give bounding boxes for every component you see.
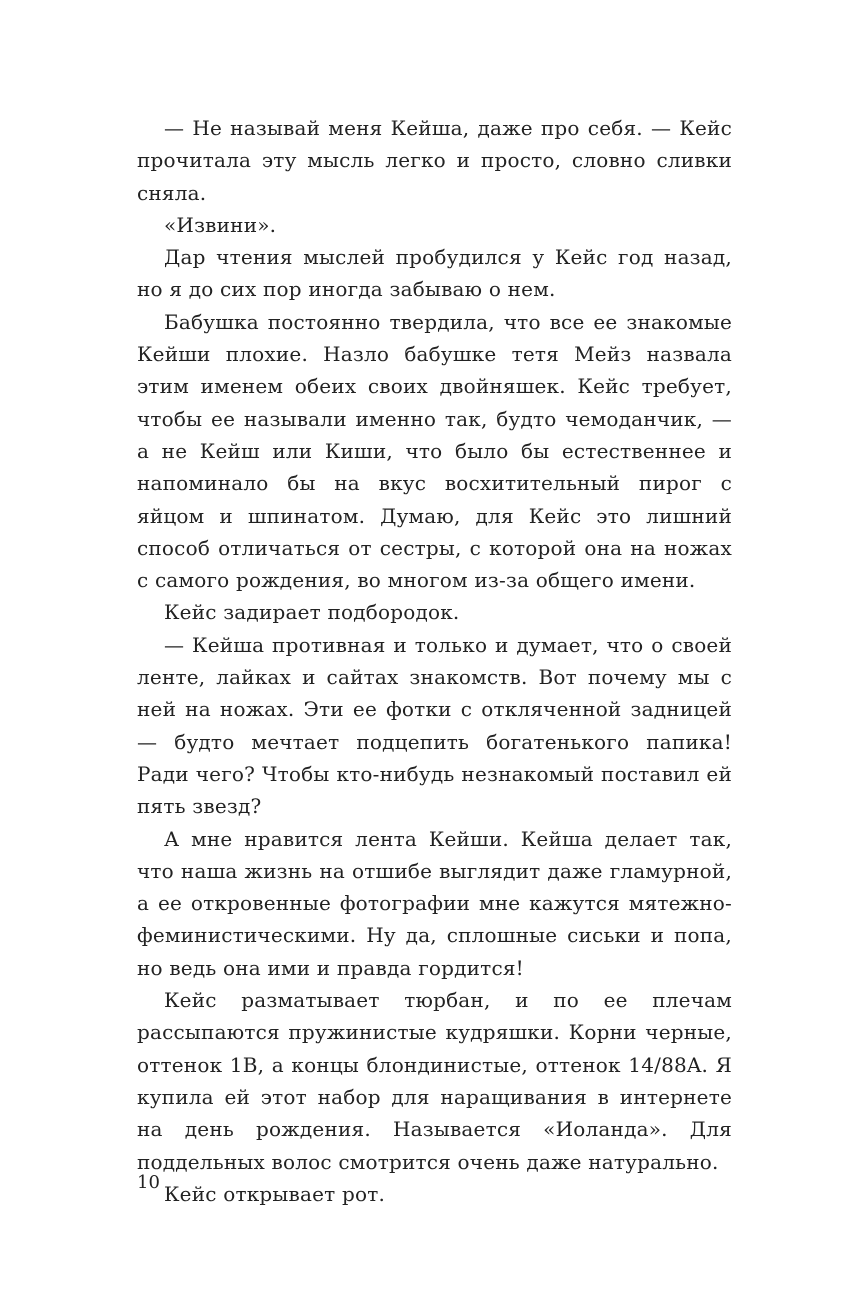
paragraph: Кейс задирает подбородок. — [164, 600, 460, 625]
paragraph: Кейс открывает рот. — [164, 1181, 386, 1206]
paragraph: Бабушка постоянно твердила, что все ее знакомые Кейши плохие. Назло бабушке тетя Мейз назвала этим именем обеих своих двойняшек. Кейс требует, чтобы ее называли именно так, будто чемоданчик, — а не Кейш или Киши, что было бы естественнее и напоминало бы на вкус восхитительный пирог с яйцом и шпинатом. Думаю, для Кейс это лишний способ отличаться от сестры, с которой она на ножах с самого рождения, во многом из-за общего имени. — [137, 309, 732, 593]
paragraph-dialogue: — Не называй меня Кейша, даже про себя. — Кейс прочитала эту мысль легко и просто, словно сливки сняла. — [137, 116, 732, 205]
paragraph: Дар чтения мыслей пробудился у Кейс год назад, но я до сих пор иногда забываю о нем. — [137, 245, 732, 302]
paragraph: А мне нравится лента Кейши. Кейша делает так, что наша жизнь на отшибе выглядит даже гламурной, а ее откровенные фотографии мне кажутся мятежно-феминистическими. Ну да, сплошные сиськи и попа, но ведь она ими и правда гордится! — [137, 826, 732, 980]
paragraph-quote: «Извини». — [164, 212, 277, 237]
text-block — [137, 112, 732, 1210]
paragraph: Кейс разматывает тюрбан, и по ее плечам рассыпаются пружинистые кудряшки. Корни черные, оттенок 1B, а концы блондинистые, оттенок 14/88A. Я купила ей этот набор для наращивания в интернете на день рождения. Называется «Иоланда». Для поддельных волос смотрится очень даже натурально. — [137, 988, 732, 1174]
paragraph-dialogue: — Кейша противная и только и думает, что о своей ленте, лайках и сайтах знакомств. Вот почему мы с ней на ножах. Эти ее фотки с откляченной задницей — будто мечтает подцепить богатенького папика! Ради чего? Чтобы кто-нибудь незнакомый поставил ей пять звезд? — [137, 632, 732, 819]
page-number: 10 — [137, 1172, 160, 1193]
